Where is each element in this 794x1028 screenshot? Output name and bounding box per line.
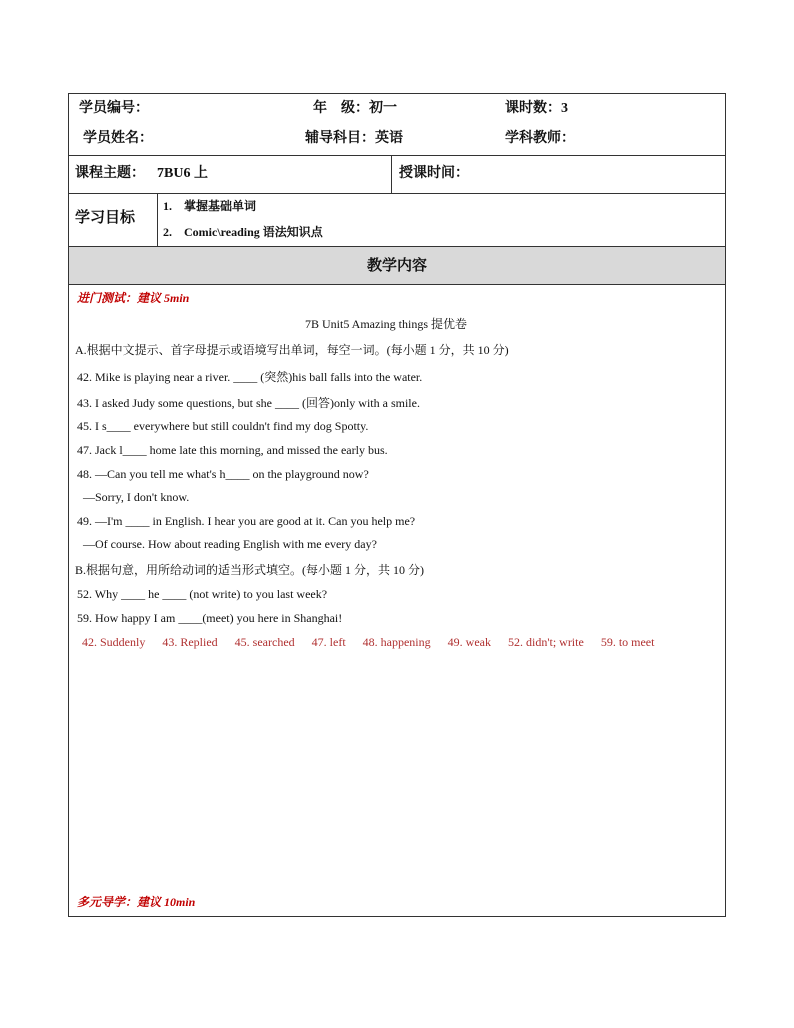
question-43: 43. I asked Judy some questions, but she ____ (回答)only with a smile. [77, 396, 420, 410]
question-48-reply: —Sorry, I don't know. [83, 490, 190, 504]
divider [391, 155, 392, 193]
answer-item: 59. to meet [600, 635, 655, 649]
lesson-count-label: 课时数：3 [505, 101, 568, 116]
answer-item: 45. searched [234, 635, 295, 649]
guide-label: 多元导学：建议 10min [77, 895, 196, 909]
subject-label: 辅导科目：英语 [305, 131, 403, 146]
divider [69, 284, 725, 285]
answer-item: 43. Replied [162, 635, 218, 649]
teacher-label: 学科教师： [505, 131, 575, 146]
student-name-label: 学员姓名： [83, 131, 153, 146]
question-45: 45. I s____ everywhere but still couldn't find my dog Spotty. [77, 419, 369, 433]
exam-title: 7B Unit5 Amazing things 提优卷 [305, 317, 468, 331]
section-a-instruction: A.根据中文提示、首字母提示或语境写出单词，每空一词。(每小题 1 分，共 10 分) [75, 343, 509, 357]
grade-label: 年 级：初一 [313, 101, 397, 116]
content-header: 教学内容 [367, 258, 428, 274]
divider [157, 193, 158, 246]
student-id-label: 学员编号： [79, 101, 149, 116]
answer-item: 48. happening [362, 635, 431, 649]
section-b-instruction: B.根据句意，用所给动词的适当形式填空。(每小题 1 分，共 10 分) [75, 563, 424, 577]
objective-item: 2. Comic\reading 语法知识点 [163, 225, 323, 239]
question-47: 47. Jack l____ home late this morning, and missed the early bus. [77, 443, 388, 457]
answer-item: 49. weak [447, 635, 491, 649]
answer-item: 47. left [311, 635, 346, 649]
question-52: 52. Why ____ he ____ (not write) to you last week? [77, 587, 328, 601]
divider [69, 193, 725, 194]
topic-value: 7BU6 上 [157, 166, 208, 181]
objectives-label: 学习目标 [75, 210, 136, 226]
divider [69, 155, 725, 156]
answer-key [82, 635, 654, 650]
topic-label: 课程主题： [75, 166, 145, 181]
entry-test-label: 进门测试：建议 5min [77, 291, 190, 305]
question-48: 48. —Can you tell me what's h____ on the playground now? [77, 467, 369, 481]
objective-item: 1. 掌握基础单词 [163, 199, 257, 213]
answer-item: 42. Suddenly [82, 635, 146, 649]
question-42: 42. Mike is playing near a river. ____ (突然)his ball falls into the water. [77, 370, 423, 384]
lesson-plan-table [68, 93, 726, 917]
question-49: 49. —I'm ____ in English. I hear you are good at it. Can you help me? [77, 514, 416, 528]
question-59: 59. How happy I am ____(meet) you here in Shanghai! [77, 611, 343, 625]
time-label: 授课时间： [399, 166, 469, 181]
question-49-reply: —Of course. How about reading English with me every day? [83, 537, 377, 551]
answer-item: 52. didn't; write [507, 635, 584, 649]
